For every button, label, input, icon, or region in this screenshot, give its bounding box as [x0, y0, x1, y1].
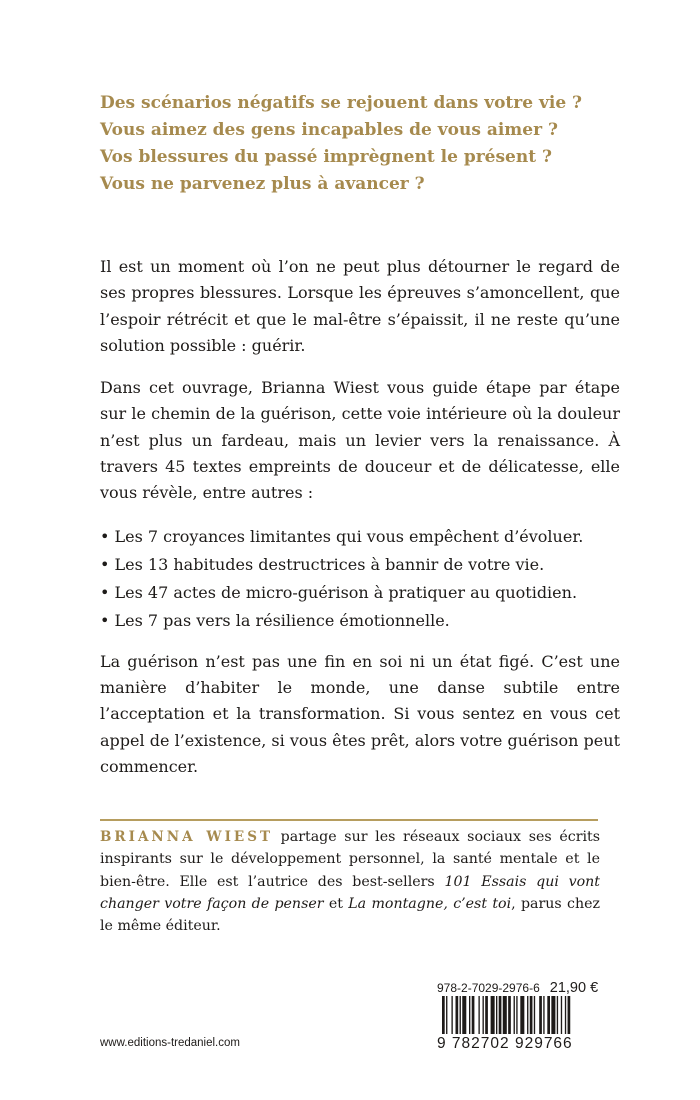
closing-paragraph: La guérison n’est pas une fin en soi ni un état figé. C’est une manière d’habiter le monde, une danse subtile entre l’acceptation et la transformation. Si vous sentez en vous cet appel de l’existence, si vous êtes prêt, alors votre guérison peut commencer.: [100, 651, 620, 776]
question-line: Vous ne parvenez plus à avancer ?: [100, 174, 425, 194]
isbn: 978-2-7029-2976-6: [437, 981, 540, 995]
book-title: La montagne, c’est toi: [348, 895, 512, 912]
author-bio-text: , parus chez le même éditeur.: [100, 895, 600, 935]
question-line: Vous aimez des gens incapables de vous aimer ?: [100, 120, 558, 140]
highlight-item: • Les 7 pas vers la résilience émotionnelle.: [100, 610, 450, 630]
question-line: Vos blessures du passé imprègnent le présent ?: [100, 147, 552, 167]
price: 21,90 €: [549, 980, 599, 996]
highlight-item: • Les 7 croyances limitantes qui vous empêchent d’évoluer.: [100, 526, 584, 546]
author-bio-text: et: [323, 895, 349, 912]
barcode-digits: 9 782702 929766: [437, 1034, 623, 1054]
question-line: Des scénarios négatifs se rejouent dans votre vie ?: [100, 93, 583, 113]
isbn-price-line: [437, 980, 598, 996]
author-bio-text: partage sur les réseaux sociaux ses écrits inspirants sur le développement personnel, la santé mentale et le bien-être. Elle est l’autrice des best-sellers: [100, 829, 600, 890]
author-bio: [100, 826, 600, 937]
highlight-item: • Les 13 habitudes destructrices à bannir de votre vie.: [100, 554, 545, 574]
book-title: 101 Essais qui vont changer votre façon de penser: [100, 873, 600, 912]
question-list: [100, 90, 620, 198]
highlights-list: [100, 523, 620, 635]
section-divider: [100, 819, 598, 821]
highlight-item: • Les 47 actes de micro-guérison à pratiquer au quotidien.: [100, 582, 578, 602]
intro-paragraph: Il est un moment où l’on ne peut plus détourner le regard de ses propres blessures. Lorsque les épreuves s’amoncellent, que l’espoir rétrécit et que le mal-être s’épaissit, il ne reste qu’une solution possible : guérir.: [100, 257, 620, 355]
blurb-body: [100, 254, 620, 796]
description-paragraph: Dans cet ouvrage, Brianna Wiest vous guide étape par étape sur le chemin de la guérison, cette voie intérieure où la douleur n’est plus un fardeau, mais un levier vers la renaissance. À travers 45 textes empreints de douceur et de délicatesse, elle vous révèle, entre autres :: [100, 378, 620, 503]
author-name: BRIANNA WIEST: [100, 829, 273, 845]
publisher-website: www.editions-tredaniel.com: [100, 1037, 240, 1049]
